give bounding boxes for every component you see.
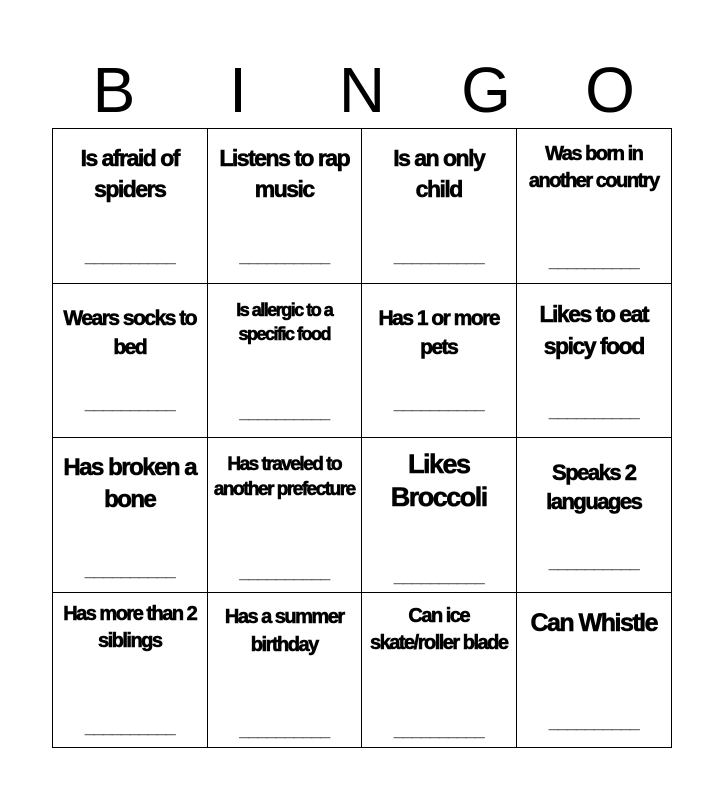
bingo-cell[interactable] [517,129,672,284]
signature-line: __________ [239,719,330,740]
signature-line: __________ [548,400,639,421]
bingo-cell[interactable] [208,284,363,439]
bingo-cell[interactable] [208,438,363,593]
cell-prompt: Was born in another country [528,143,659,192]
cell-prompt: Is allergic to a specific food [236,299,333,344]
signature-line: __________ [84,560,175,580]
cell-prompt: Speaks 2 languages [546,460,642,514]
signature-line: __________ [548,552,639,572]
bingo-cell[interactable] [53,284,208,439]
bingo-cell[interactable] [517,438,672,593]
bingo-header [52,52,672,128]
cell-prompt: Likes Broccoli [390,449,487,512]
header-letter-o: O [585,54,635,126]
cell-prompt: Is an only child [393,145,485,202]
signature-line: __________ [393,246,484,266]
cell-prompt: Can ice skate/roller blade [369,604,508,654]
bingo-cell[interactable] [517,284,672,439]
signature-line: __________ [393,566,484,586]
signature-line: __________ [393,719,484,740]
bingo-cell[interactable] [208,593,363,748]
signature-line: __________ [393,392,484,413]
bingo-cell[interactable] [362,593,517,748]
cell-prompt: Has 1 or more pets [378,306,500,359]
bingo-cell[interactable] [208,129,363,284]
cell-prompt: Likes to eat spicy food [539,300,649,359]
header-letter-b: B [92,54,136,126]
cell-prompt: Has a summer birthday [224,605,344,656]
bingo-grid [52,128,672,748]
signature-line: __________ [239,246,330,266]
signature-line: __________ [239,401,330,422]
header-letter-n: N [338,54,386,126]
signature-line: __________ [84,246,175,266]
cell-prompt: Has traveled to another prefecture [213,454,355,500]
bingo-cell[interactable] [362,284,517,439]
bingo-cell[interactable] [53,129,208,284]
signature-line: __________ [84,716,175,737]
bingo-cell[interactable] [362,438,517,593]
cell-prompt: Can Whistle [530,608,658,637]
cell-prompt: Has more than 2 siblings [63,602,197,652]
cell-prompt: Wears socks to bed [63,306,197,359]
bingo-cell[interactable] [53,593,208,748]
signature-line: __________ [84,392,175,413]
cell-prompt: Listens to rap music [219,145,350,202]
cell-prompt: Is afraid of spiders [80,145,179,202]
signature-line: __________ [548,251,639,271]
cell-prompt: Has broken a bone [63,454,197,513]
header-letter-i: I [229,54,247,126]
bingo-cell[interactable] [53,438,208,593]
bingo-cell[interactable] [362,129,517,284]
signature-line: __________ [548,711,639,732]
header-letter-g: G [461,54,511,126]
bingo-cell[interactable] [517,593,672,748]
signature-line: __________ [239,562,330,582]
